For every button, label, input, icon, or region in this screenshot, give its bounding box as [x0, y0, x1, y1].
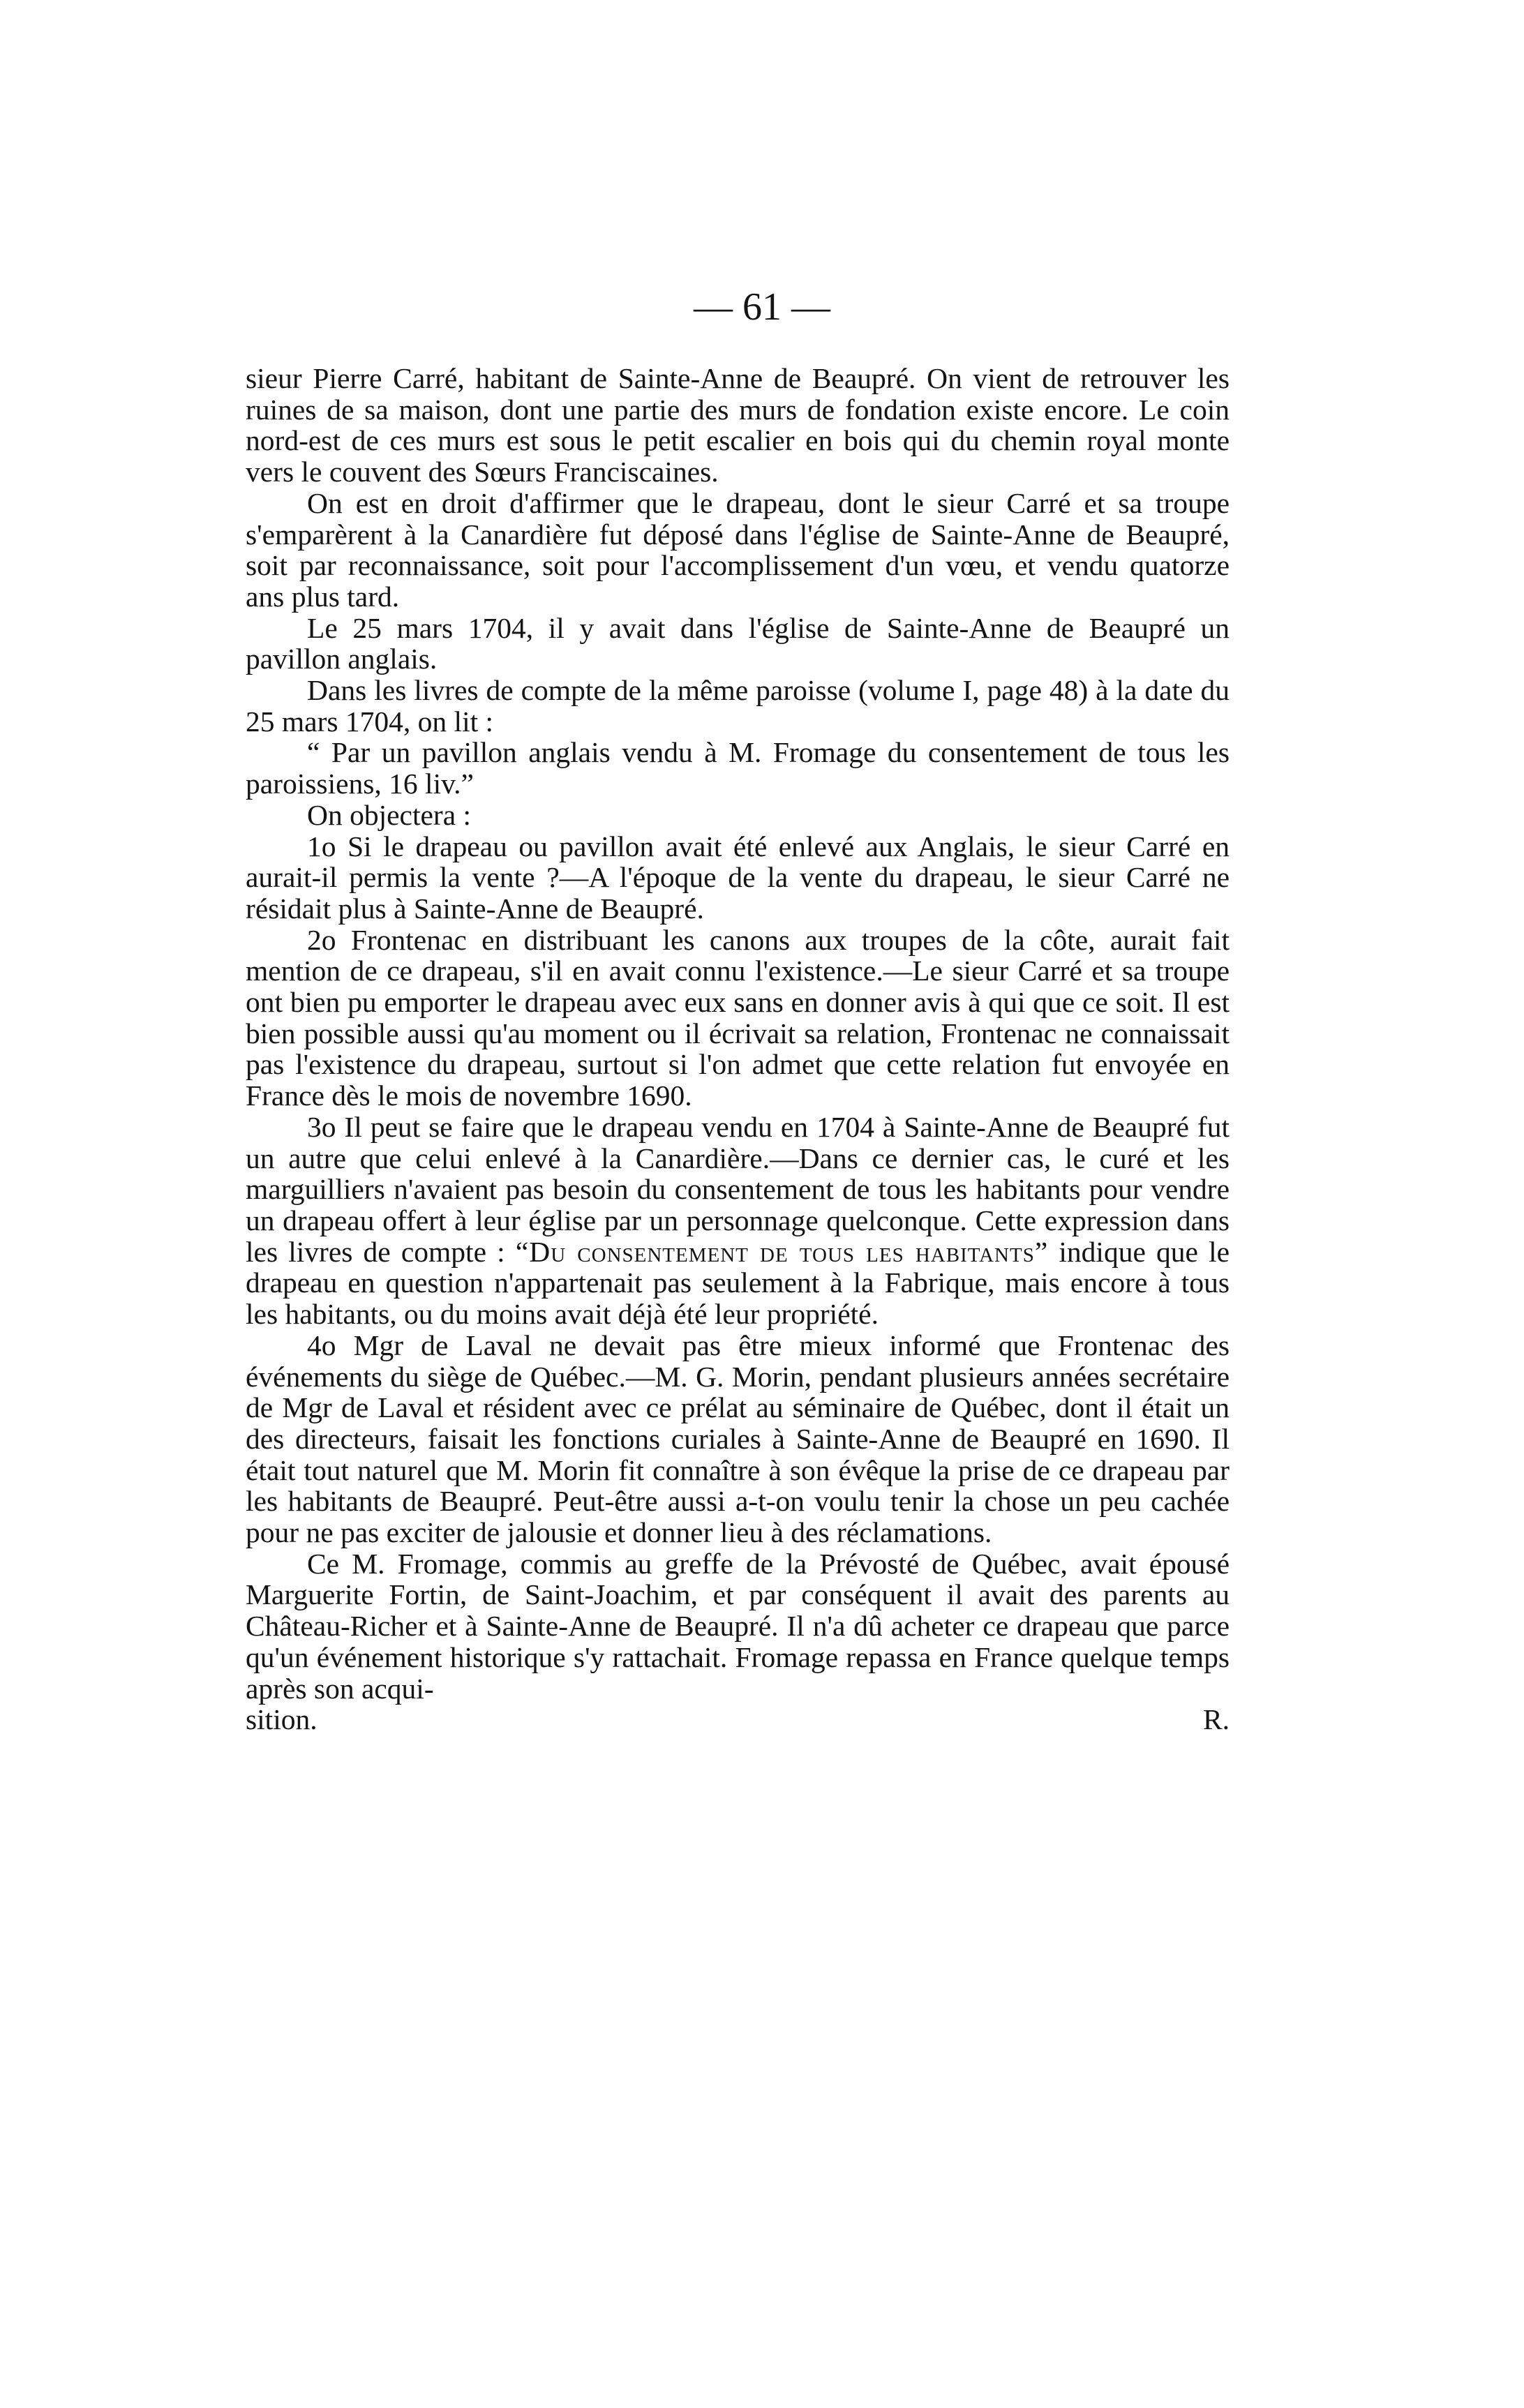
author-initial: R.	[1202, 1703, 1230, 1736]
small-caps-quote: “Du consentement de tous les habitants”	[515, 1235, 1049, 1268]
paragraph-march-1704: Le 25 mars 1704, il y avait dans l'église de Sainte-Anne de Beaupré un pavillon anglais.	[246, 611, 1230, 675]
paragraph-account-books: Dans les livres de compte de la même paroisse (volume I, page 48) à la date du 25 mars 1704, on lit :	[246, 674, 1230, 738]
page-number: — 61 —	[694, 285, 830, 329]
paragraph-objection-3	[246, 1112, 1230, 1330]
objection-3-text: 3o Il peut se faire que le drapeau vendu en 1704 à Sainte-Anne de Beaupré fut un autre que celui enlevé à la Canardière.—Dans ce dernier cas, le curé et les marguilliers n'avaient pas besoin du consentement de tous les habitants pour vendre un drapeau offert à leur église par un personnage quelconque. Cette expression dans les livres de compte :	[246, 1110, 1230, 1268]
paragraph-objection-2: 2o Frontenac en distribuant les canons aux troupes de la côte, aurait fait mention de ce drapeau, s'il en avait connu l'existence.—Le sieur Carré et sa troupe ont bien pu emporter le drapeau avec eux sans en donner avis à qui que ce soit. Il est bien possible aussi qu'au moment ou il écrivait sa relation, Frontenac ne connaissait pas l'existence du drapeau, surtout si l'on admet que cette relation fut envoyée en France dès le mois de novembre 1690.	[246, 923, 1230, 1112]
paragraph-carre-house: sieur Pierre Carré, habitant de Sainte-Anne de Beaupré. On vient de retrouver les ruines de sa maison, dont une partie des murs de fondation existe encore. Le coin nord-est de ces murs est sous le petit escalier en bois qui du chemin royal monte vers le couvent des Sœurs Franciscaines.	[246, 362, 1230, 488]
paragraph-flag-deposit: On est en droit d'affirmer que le drapeau, dont le sieur Carré et sa troupe s'emparèrent à la Canardière fut déposé dans l'église de Sainte-Anne de Beaupré, soit par reconnaissance, soit pour l'accomplissement d'un vœu, et vendu quatorze ans plus tard.	[246, 486, 1230, 613]
paragraph-objection-4: 4o Mgr de Laval ne devait pas être mieux informé que Frontenac des événements du siège de Québec.—M. G. Morin, pendant plusieurs années secrétaire de Mgr de Laval et résident avec ce prélat au séminaire de Québec, dont il était un des directeurs, faisait les fonctions curiales à Sainte-Anne de Beaupré en 1690. Il était tout naturel que M. Morin fit connaître à son évêque la prise de ce drapeau par les habitants de Beaupré. Peut-être aussi a-t-on voulu tenir la chose un peu cachée pour ne pas exciter de jalousie et donner lieu à des réclamations.	[246, 1329, 1230, 1549]
paragraph-quotation: “ Par un pavillon anglais vendu à M. Fromage du consentement de tous les paroissiens, 16 liv.”	[246, 736, 1230, 800]
page-body	[246, 363, 1230, 1735]
paragraph-objection-intro: On objectera :	[307, 798, 472, 831]
final-word: sition.	[246, 1703, 318, 1736]
paragraph-objection-1: 1o Si le drapeau ou pavillon avait été enlevé aux Anglais, le sieur Carré en aurait-il permis la vente ?—A l'époque de la vente du drapeau, le sieur Carré ne résidait plus à Sainte-Anne de Beaupré.	[246, 830, 1230, 925]
objection-3-continuation: indique que le drapeau en question n'appartenait pas seulement à la Fabrique, mais encore à tous les habitants, ou du moins avait déjà été leur propriété.	[246, 1235, 1230, 1331]
signature-line	[246, 1704, 1230, 1735]
paragraph-fromage: Ce M. Fromage, commis au greffe de la Prévosté de Québec, avait épousé Marguerite Fortin, de Saint-Joachim, et par conséquent il avait des parents au Château-Richer et à Sainte-Anne de Beaupré. Il n'a dû acheter ce drapeau que parce qu'un événement historique s'y rattachait. Fromage repassa en France quelque temps après son acqui-	[246, 1547, 1230, 1705]
